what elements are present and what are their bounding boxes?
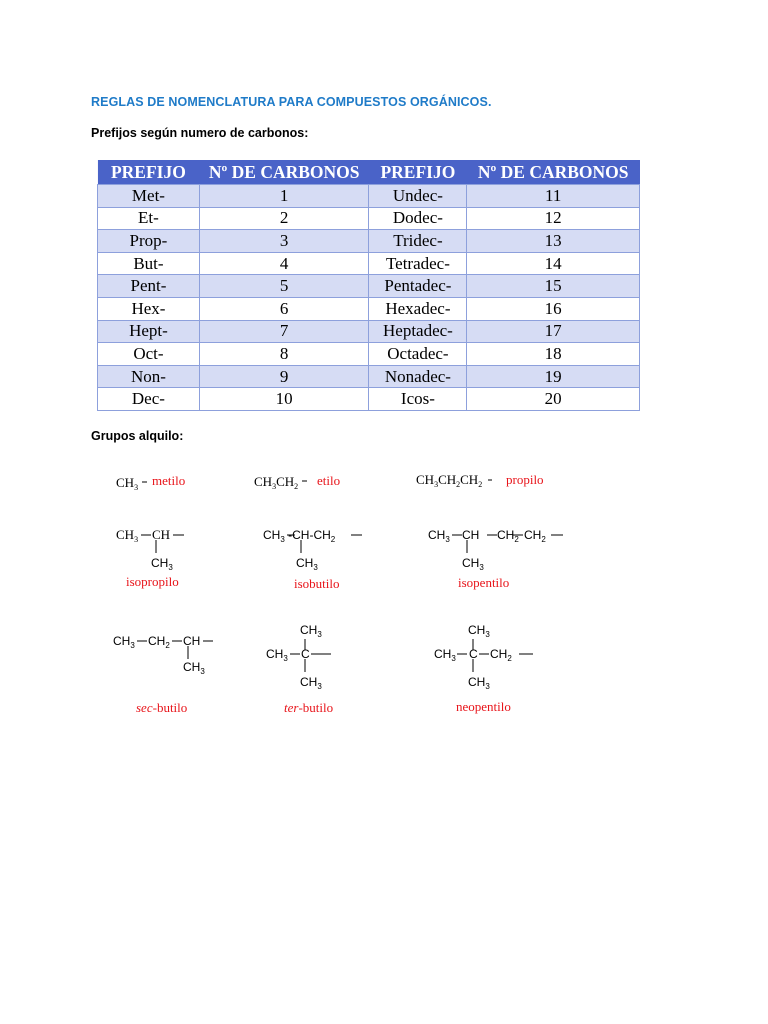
svg-text:CH3: $CH_3$ (183, 660, 205, 676)
table-cell: Hex- (98, 297, 200, 320)
svg-text:CH3: $CH_3$ (151, 556, 173, 572)
table-cell: 10 (199, 388, 369, 411)
table-cell: 5 (199, 275, 369, 298)
etilo-formula (254, 474, 298, 491)
isobutilo-label: isobutilo (294, 576, 340, 591)
svg-text:CH2: $CH_2$ (524, 528, 546, 544)
isobutilo-formula (263, 528, 336, 572)
neopentilo-label: neopentilo (456, 699, 511, 714)
table-cell: 8 (199, 343, 369, 366)
table-cell: 2 (199, 207, 369, 230)
table-cell: Undec- (369, 185, 467, 208)
svg-text:CH2: $CH_2$ (490, 647, 512, 663)
propilo-label: propilo (506, 472, 544, 487)
table-cell: 14 (467, 252, 640, 275)
table-cell: Icos- (369, 388, 467, 411)
table-header: Nº DE CARBONOS (199, 160, 369, 185)
table-header: Nº DE CARBONOS (467, 160, 640, 185)
table-cell: Non- (98, 365, 200, 388)
table-cell: 16 (467, 297, 640, 320)
svg-text:C: C (301, 647, 310, 661)
svg-text:CH3: $CH_3$ (434, 647, 456, 663)
svg-text:CH: CH (462, 528, 480, 542)
table-cell: 4 (199, 252, 369, 275)
grupos-label: Grupos alquilo: (91, 429, 184, 443)
svg-text:CH3: $CH_3$ (116, 527, 139, 544)
table-cell: 19 (467, 365, 640, 388)
table-cell: Nonadec- (369, 365, 467, 388)
table-cell: 15 (467, 275, 640, 298)
table-header: PREFIJO (369, 160, 467, 185)
svg-text:CH3: $CH_3$ (266, 647, 288, 663)
sec-butilo-label (136, 700, 187, 715)
svg-text:CH3: $CH_3$ (462, 556, 484, 572)
table-cell: 3 (199, 230, 369, 253)
svg-text:CH3: $CH_3$ (428, 528, 450, 544)
table-cell: Et- (98, 207, 200, 230)
svg-text:CH3: $CH_3$ (468, 675, 490, 691)
table-cell: 1 (199, 185, 369, 208)
table-cell: 13 (467, 230, 640, 253)
svg-text:CH3: $CH_3$ (116, 475, 139, 492)
table-cell: Oct- (98, 343, 200, 366)
svg-text:C: C (469, 647, 478, 661)
svg-text:CH: CH (183, 634, 201, 648)
svg-text:CH3: $CH_3$ (296, 556, 318, 572)
ter-butilo-suffix: -butilo (298, 700, 334, 715)
isopropilo-label: isopropilo (126, 574, 179, 589)
svg-text:CH3: $CH_3$ (300, 623, 322, 639)
document-heading: REGLAS DE NOMENCLATURA PARA COMPUESTOS ORGÁNICOS. (91, 95, 492, 109)
etilo-label: etilo (317, 473, 341, 488)
isopentilo-label: isopentilo (458, 575, 510, 590)
svg-text:CH2: $CH_2$ (497, 528, 519, 544)
svg-text:CH: CH (152, 527, 171, 542)
sec-butilo-suffix: -butilo (152, 700, 188, 715)
svg-text:CH3: $CH_3$ (300, 675, 322, 691)
svg-text:CH3CH2: $CH_3CH_2$ (254, 474, 299, 491)
table-cell: Prop- (98, 230, 200, 253)
svg-text:CH3CH2CH2: $CH_3CH_2CH_2$ (416, 472, 483, 489)
table-cell: Met- (98, 185, 200, 208)
prefijos-label: Prefijos según numero de carbonos: (91, 126, 309, 140)
ter-butilo-label (284, 700, 333, 715)
table-cell: Pentadec- (369, 275, 467, 298)
table-cell: 17 (467, 320, 640, 343)
svg-text:CH2: $CH_2$ (148, 634, 170, 650)
table-header: PREFIJO (98, 160, 200, 185)
sec-butilo-prefix: sec (136, 700, 153, 715)
table-cell: 11 (467, 185, 640, 208)
metilo-formula (116, 475, 138, 492)
table-cell: Octadec- (369, 343, 467, 366)
svg-text:CH3 -CH-CH2: $CH_3$ $-CH-CH_2$ (263, 528, 336, 544)
table-cell: 12 (467, 207, 640, 230)
table-cell: Dec- (98, 388, 200, 411)
table-cell: 20 (467, 388, 640, 411)
propilo-formula (416, 472, 482, 489)
table-cell: Hept- (98, 320, 200, 343)
svg-text:CH3: $CH_3$ (468, 623, 490, 639)
table-cell: 9 (199, 365, 369, 388)
ter-butilo-formula (266, 623, 322, 691)
table-cell: 6 (199, 297, 369, 320)
table-cell: Heptadec- (369, 320, 467, 343)
table-cell: Tetradec- (369, 252, 467, 275)
table-cell: 18 (467, 343, 640, 366)
svg-text:CH3: $CH_3$ (113, 634, 135, 650)
ter-butilo-prefix: ter (284, 700, 299, 715)
table-cell: Dodec- (369, 207, 467, 230)
table-cell: Hexadec- (369, 297, 467, 320)
sec-butilo-formula (113, 634, 205, 676)
neopentilo-formula (434, 623, 512, 691)
isopropilo-formula (116, 527, 173, 572)
metilo-label: metilo (152, 473, 186, 488)
table-cell: 7 (199, 320, 369, 343)
table-cell: Pent- (98, 275, 200, 298)
table-cell: Tridec- (369, 230, 467, 253)
table-cell: But- (98, 252, 200, 275)
